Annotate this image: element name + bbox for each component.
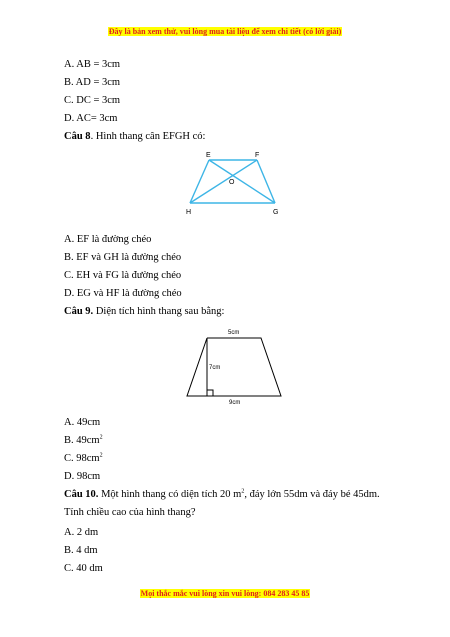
question-9-text: Diện tích hình thang sau bằng: [93, 306, 225, 317]
question-10-number: Câu 10. [64, 489, 99, 500]
option-8-d: D. EG và HF là đường chéo [64, 288, 182, 299]
question-8-number: Câu 8 [64, 131, 91, 142]
question-10: Câu 10. Một hình thang có diện tích 20 $m^2$, đáy lớn 55dm và đáy bé 45dm. [64, 488, 380, 500]
option-9-c: C. $98cm^2$ [64, 452, 103, 464]
option-prev-c: C. DC = 3cm [64, 95, 121, 106]
question-8-text: . Hình thang cân EFGH có: [90, 131, 206, 142]
right-angle-mark [207, 390, 213, 396]
label-g: G [273, 209, 279, 216]
option-9-d: D. 98cm [64, 471, 101, 482]
trapezoid-outline [187, 338, 281, 396]
option-prev-b: B. AD = 3cm [64, 77, 121, 88]
diagonal-eg [209, 160, 275, 203]
option-9-b: B. $49cm^2$ [64, 434, 103, 446]
option-10-c: C. 40 dm [64, 563, 103, 574]
option-8-c: C. EH và FG là đường chéo [64, 270, 182, 281]
label-h: H [186, 209, 192, 216]
question-9-number: Câu 9. [64, 306, 94, 317]
question-8 [64, 131, 205, 143]
option-9-a: A. 49cm [64, 417, 101, 428]
label-height: 7cm [209, 365, 221, 371]
option-10-a: A. 2 dm [64, 527, 99, 538]
label-f: F [255, 152, 260, 159]
label-e: E [206, 152, 211, 159]
question-10-line2: Tính chiều cao của hình thang? [64, 507, 196, 518]
option-10-b: B. 4 dm [64, 545, 98, 556]
option-8-a: A. EF là đường chéo [64, 234, 152, 245]
label-top-base: 5cm [228, 330, 240, 336]
question-9 [64, 306, 224, 318]
contact-notice-text: Mọi thắc mắc vui lòng xin vui lòng: 084 283 45 85 [140, 589, 310, 598]
option-prev-a: A. AB = 3cm [64, 59, 121, 70]
preview-notice [0, 27, 450, 36]
isosceles-trapezoid-efgh-figure [180, 148, 290, 218]
contact-notice [0, 589, 450, 598]
option-prev-d: D. AC= 3cm [64, 113, 118, 124]
label-o: O [229, 179, 235, 186]
option-8-b: B. EF và GH là đường chéo [64, 252, 182, 263]
label-bottom-base: 9cm [229, 400, 241, 406]
trapezoid-area-figure [180, 324, 290, 408]
preview-notice-text: Đây là bản xem thử, vui lòng mua tài liệu để xem chi tiết (có lời giải) [108, 27, 342, 36]
